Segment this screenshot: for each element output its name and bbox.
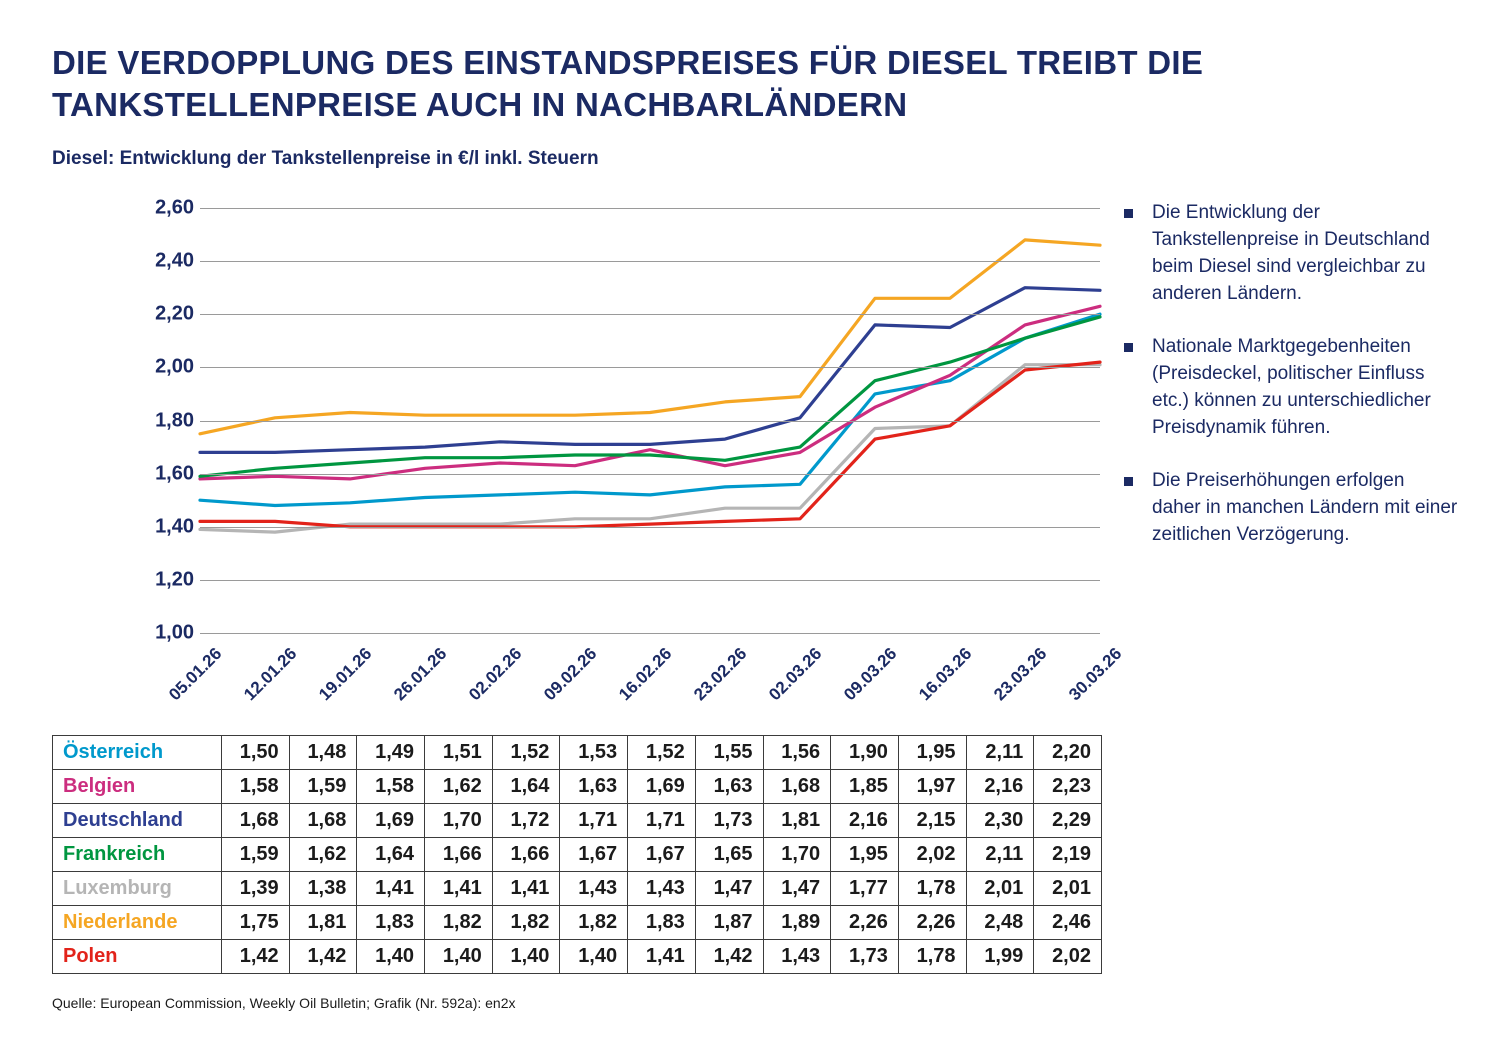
table-row-label: Belgien [53, 770, 222, 804]
table-cell: 1,42 [695, 940, 763, 974]
x-axis-labels [165, 638, 1126, 748]
x-axis-tick-label: 19.01.26 [315, 644, 376, 705]
x-axis-tick-label: 09.03.26 [840, 644, 901, 705]
y-axis-tick-label: 2,00 [155, 355, 194, 378]
table-cell: 1,83 [357, 906, 425, 940]
table-cell: 1,52 [628, 736, 696, 770]
table-cell: 1,89 [763, 906, 831, 940]
table-cell: 1,83 [628, 906, 696, 940]
table-cell: 1,78 [898, 872, 966, 906]
table-cell: 1,41 [628, 940, 696, 974]
key-point-text: Die Entwicklung der Tankstellenpreise in Deutschland beim Diesel sind vergleichbar zu anderen Ländern. [1152, 202, 1430, 304]
table-cell: 1,40 [357, 940, 425, 974]
table-cell: 1,71 [628, 804, 696, 838]
table-row-label: Niederlande [53, 906, 222, 940]
table-cell: 1,68 [222, 804, 290, 838]
table-cell: 1,69 [357, 804, 425, 838]
table-cell: 2,02 [1034, 940, 1102, 974]
table-cell: 1,41 [492, 872, 560, 906]
table-cell: 1,53 [560, 736, 628, 770]
series-line-deutschland [200, 288, 1100, 453]
table-row [53, 838, 1102, 872]
table-cell: 1,64 [492, 770, 560, 804]
table-cell: 1,90 [831, 736, 899, 770]
table-cell: 1,43 [628, 872, 696, 906]
table-row-label: Luxemburg [53, 872, 222, 906]
table-cell: 1,38 [289, 872, 357, 906]
table-cell: 1,58 [357, 770, 425, 804]
y-axis-tick-label: 1,20 [155, 568, 194, 591]
table-cell: 2,26 [898, 906, 966, 940]
key-point [1118, 468, 1458, 549]
table-cell: 1,52 [492, 736, 560, 770]
table-cell: 2,01 [1034, 872, 1102, 906]
y-axis-tick-label: 1,80 [155, 409, 194, 431]
gridline [200, 527, 1100, 528]
table-cell: 1,73 [695, 804, 763, 838]
table-cell: 2,20 [1034, 736, 1102, 770]
table-cell: 1,47 [763, 872, 831, 906]
table-cell: 1,59 [289, 770, 357, 804]
table-cell: 1,75 [222, 906, 290, 940]
data-table [52, 735, 1102, 974]
table-cell: 1,95 [831, 838, 899, 872]
series-line-belgien [200, 306, 1100, 479]
table-cell: 1,70 [763, 838, 831, 872]
bullet-square-icon [1124, 343, 1133, 352]
table-cell: 2,15 [898, 804, 966, 838]
table-cell: 1,42 [289, 940, 357, 974]
key-point-text: Die Preiserhöhungen erfolgen daher in manchen Ländern mit einer zeitlichen Verzögerung. [1152, 469, 1458, 545]
table-cell: 1,58 [222, 770, 290, 804]
key-point [1118, 334, 1458, 442]
chart-plot-area [200, 208, 1100, 633]
table-cell: 1,68 [763, 770, 831, 804]
x-axis-tick-label: 30.03.26 [1065, 644, 1126, 705]
table-row-label: Österreich [53, 736, 222, 770]
series-line-niederlande [200, 240, 1100, 434]
table-cell: 1,67 [560, 838, 628, 872]
x-axis-tick-label: 23.02.26 [690, 644, 751, 705]
table-cell: 1,66 [492, 838, 560, 872]
table-cell: 1,47 [695, 872, 763, 906]
table-cell: 1,78 [898, 940, 966, 974]
table-cell: 1,42 [222, 940, 290, 974]
y-axis-labels [112, 196, 194, 644]
table-cell: 2,19 [1034, 838, 1102, 872]
table-cell: 1,77 [831, 872, 899, 906]
table-cell: 1,66 [425, 838, 493, 872]
table-cell: 1,62 [425, 770, 493, 804]
table-cell: 2,11 [966, 838, 1034, 872]
table-cell: 1,48 [289, 736, 357, 770]
table-row [53, 770, 1102, 804]
table-cell: 1,65 [695, 838, 763, 872]
table-cell: 1,49 [357, 736, 425, 770]
table-cell: 1,41 [357, 872, 425, 906]
table-cell: 1,39 [222, 872, 290, 906]
table-cell: 1,71 [560, 804, 628, 838]
source-note: Quelle: European Commission, Weekly Oil Bulletin; Grafik (Nr. 592a): en2x [52, 995, 516, 1011]
table-row [53, 736, 1102, 770]
table-cell: 1,55 [695, 736, 763, 770]
table-cell: 1,51 [425, 736, 493, 770]
table-cell: 1,64 [357, 838, 425, 872]
key-point [1118, 200, 1458, 308]
table-row [53, 906, 1102, 940]
table-cell: 1,70 [425, 804, 493, 838]
y-axis-tick-label: 1,40 [155, 515, 194, 538]
data-table-wrapper [52, 735, 1102, 974]
table-cell: 1,63 [560, 770, 628, 804]
page-subtitle: Diesel: Entwicklung der Tankstellenpreise in €/l inkl. Steuern [52, 148, 599, 169]
line-chart [52, 190, 1126, 710]
gridline [200, 580, 1100, 581]
table-row-label: Frankreich [53, 838, 222, 872]
table-cell: 1,82 [492, 906, 560, 940]
table-cell: 2,11 [966, 736, 1034, 770]
table-cell: 1,73 [831, 940, 899, 974]
table-cell: 1,40 [425, 940, 493, 974]
table-cell: 1,40 [560, 940, 628, 974]
x-axis-tick-label: 02.03.26 [765, 644, 826, 705]
table-row [53, 872, 1102, 906]
gridline [200, 261, 1100, 262]
bullet-square-icon [1124, 477, 1133, 486]
table-cell: 1,72 [492, 804, 560, 838]
y-axis-tick-label: 1,60 [155, 462, 194, 485]
table-cell: 2,30 [966, 804, 1034, 838]
y-axis-tick-label: 2,20 [155, 302, 194, 325]
x-axis-tick-label: 12.01.26 [240, 644, 301, 705]
table-cell: 1,82 [560, 906, 628, 940]
x-axis-tick-label: 16.03.26 [915, 644, 976, 705]
table-cell: 1,95 [898, 736, 966, 770]
gridline [200, 314, 1100, 315]
table-row [53, 804, 1102, 838]
gridline [200, 421, 1100, 422]
x-axis-tick-label: 05.01.26 [165, 644, 226, 705]
table-cell: 2,16 [831, 804, 899, 838]
table-cell: 1,40 [492, 940, 560, 974]
bullet-square-icon [1124, 209, 1133, 218]
gridline [200, 633, 1100, 634]
x-axis-tick-label: 23.03.26 [990, 644, 1051, 705]
table-row-label: Deutschland [53, 804, 222, 838]
table-cell: 2,16 [966, 770, 1034, 804]
table-cell: 1,67 [628, 838, 696, 872]
key-points-list [1118, 200, 1458, 575]
table-cell: 1,59 [222, 838, 290, 872]
table-cell: 1,81 [289, 906, 357, 940]
gridline [200, 474, 1100, 475]
gridline [200, 367, 1100, 368]
table-cell: 2,46 [1034, 906, 1102, 940]
table-cell: 2,02 [898, 838, 966, 872]
y-axis-tick-label: 2,40 [155, 249, 194, 272]
table-cell: 2,01 [966, 872, 1034, 906]
table-cell: 1,68 [289, 804, 357, 838]
x-axis-tick-label: 26.01.26 [390, 644, 451, 705]
table-cell: 2,26 [831, 906, 899, 940]
table-cell: 1,41 [425, 872, 493, 906]
table-cell: 1,81 [763, 804, 831, 838]
table-cell: 2,48 [966, 906, 1034, 940]
page-title: DIE VERDOPPLUNG DES EINSTANDSPREISES FÜR DIESEL TREIBT DIE TANKSTELLENPREISE AUCH IN NACHBARLÄNDERN [52, 44, 1204, 124]
table-cell: 1,82 [425, 906, 493, 940]
x-axis-tick-label: 09.02.26 [540, 644, 601, 705]
table-cell: 2,23 [1034, 770, 1102, 804]
table-cell: 2,29 [1034, 804, 1102, 838]
table-cell: 1,97 [898, 770, 966, 804]
table-cell: 1,99 [966, 940, 1034, 974]
table-cell: 1,87 [695, 906, 763, 940]
x-axis-tick-label: 02.02.26 [465, 644, 526, 705]
series-line-frankreich [200, 317, 1100, 476]
table-row-label: Polen [53, 940, 222, 974]
table-cell: 1,69 [628, 770, 696, 804]
table-cell: 1,43 [763, 940, 831, 974]
table-row [53, 940, 1102, 974]
table-cell: 1,43 [560, 872, 628, 906]
y-axis-tick-label: 1,00 [155, 621, 194, 644]
gridline [200, 208, 1100, 209]
table-cell: 1,50 [222, 736, 290, 770]
y-axis-tick-label: 2,60 [155, 196, 194, 219]
x-axis-tick-label: 16.02.26 [615, 644, 676, 705]
table-cell: 1,63 [695, 770, 763, 804]
table-cell: 1,85 [831, 770, 899, 804]
table-cell: 1,56 [763, 736, 831, 770]
key-point-text: Nationale Marktgegebenheiten (Preisdeckel, politischer Einfluss etc.) können zu unterschiedlicher Preisdynamik führen. [1152, 335, 1431, 438]
table-cell: 1,62 [289, 838, 357, 872]
